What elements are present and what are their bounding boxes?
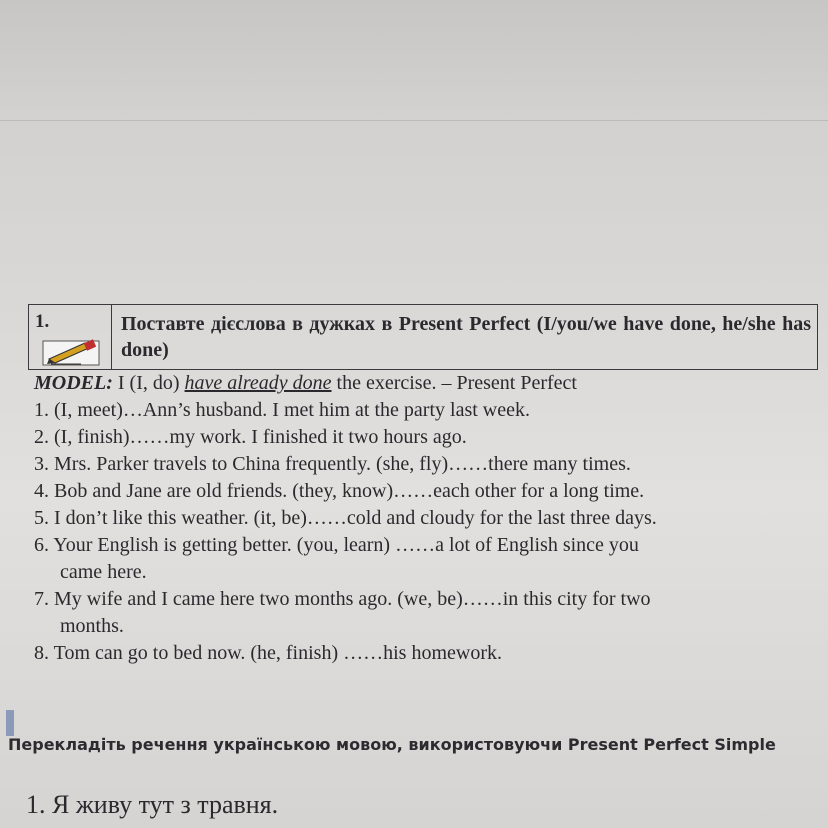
exercise-item-1 (34, 397, 814, 424)
model-label: MODEL: (34, 372, 113, 394)
exercise-item-continuation: came here. (60, 561, 147, 583)
exercise-body (34, 370, 814, 667)
exercise-item-7 (34, 586, 814, 640)
exercise-item-4 (34, 478, 814, 505)
cursor-marker (6, 710, 14, 736)
exercise-item-text: 2. (I, finish)……my work. I finished it two hours ago. (34, 426, 467, 448)
task-title: Поставте дієслова в дужках в Present Perfect (I/you/we have done, he/she has done) (121, 313, 811, 361)
exercise-item-text: 6. Your English is getting better. (you, learn) ……a lot of English since you (34, 534, 639, 556)
model-answer: have already done (184, 372, 332, 394)
exercise-item-5 (34, 505, 814, 532)
exercise-item-text: 5. I don’t like this weather. (it, be)……cold and cloudy for the last three days. (34, 507, 657, 529)
exercise-item-text: 3. Mrs. Parker travels to China frequently. (she, fly)……there many times. (34, 453, 631, 475)
task-number: 1. (35, 311, 50, 332)
exercise-item-text: 8. Tom can go to bed now. (he, finish) ……his homework. (34, 642, 502, 664)
exercise-item-2 (34, 424, 814, 451)
exercise-item-text: 1. (I, meet)…Ann’s husband. I met him at the party last week. (34, 399, 530, 421)
exercise-item-text: 4. Bob and Jane are old friends. (they, know)……each other for a long time. (34, 480, 645, 502)
exercise-item-continuation: months. (60, 615, 124, 637)
task-number-cell (29, 305, 112, 369)
translation-item-1: 1. Я живу тут з травня. (26, 790, 279, 819)
exercise-item-text: 7. My wife and I came here two months ago. (we, be)……in this city for two (34, 588, 651, 610)
model-prefix: I (I, do) (117, 372, 180, 394)
task-header-box (28, 304, 818, 370)
page-top-area (0, 0, 828, 121)
exercise-item-8 (34, 640, 814, 667)
pencil-writing-icon (41, 337, 101, 367)
exercise-item-3 (34, 451, 814, 478)
exercise-item-6 (34, 532, 814, 586)
translation-instruction: Перекладіть речення українською мовою, використовуючи Present Perfect Simple (8, 735, 776, 754)
model-suffix: the exercise. – Present Perfect (336, 372, 577, 394)
model-example (34, 370, 814, 397)
